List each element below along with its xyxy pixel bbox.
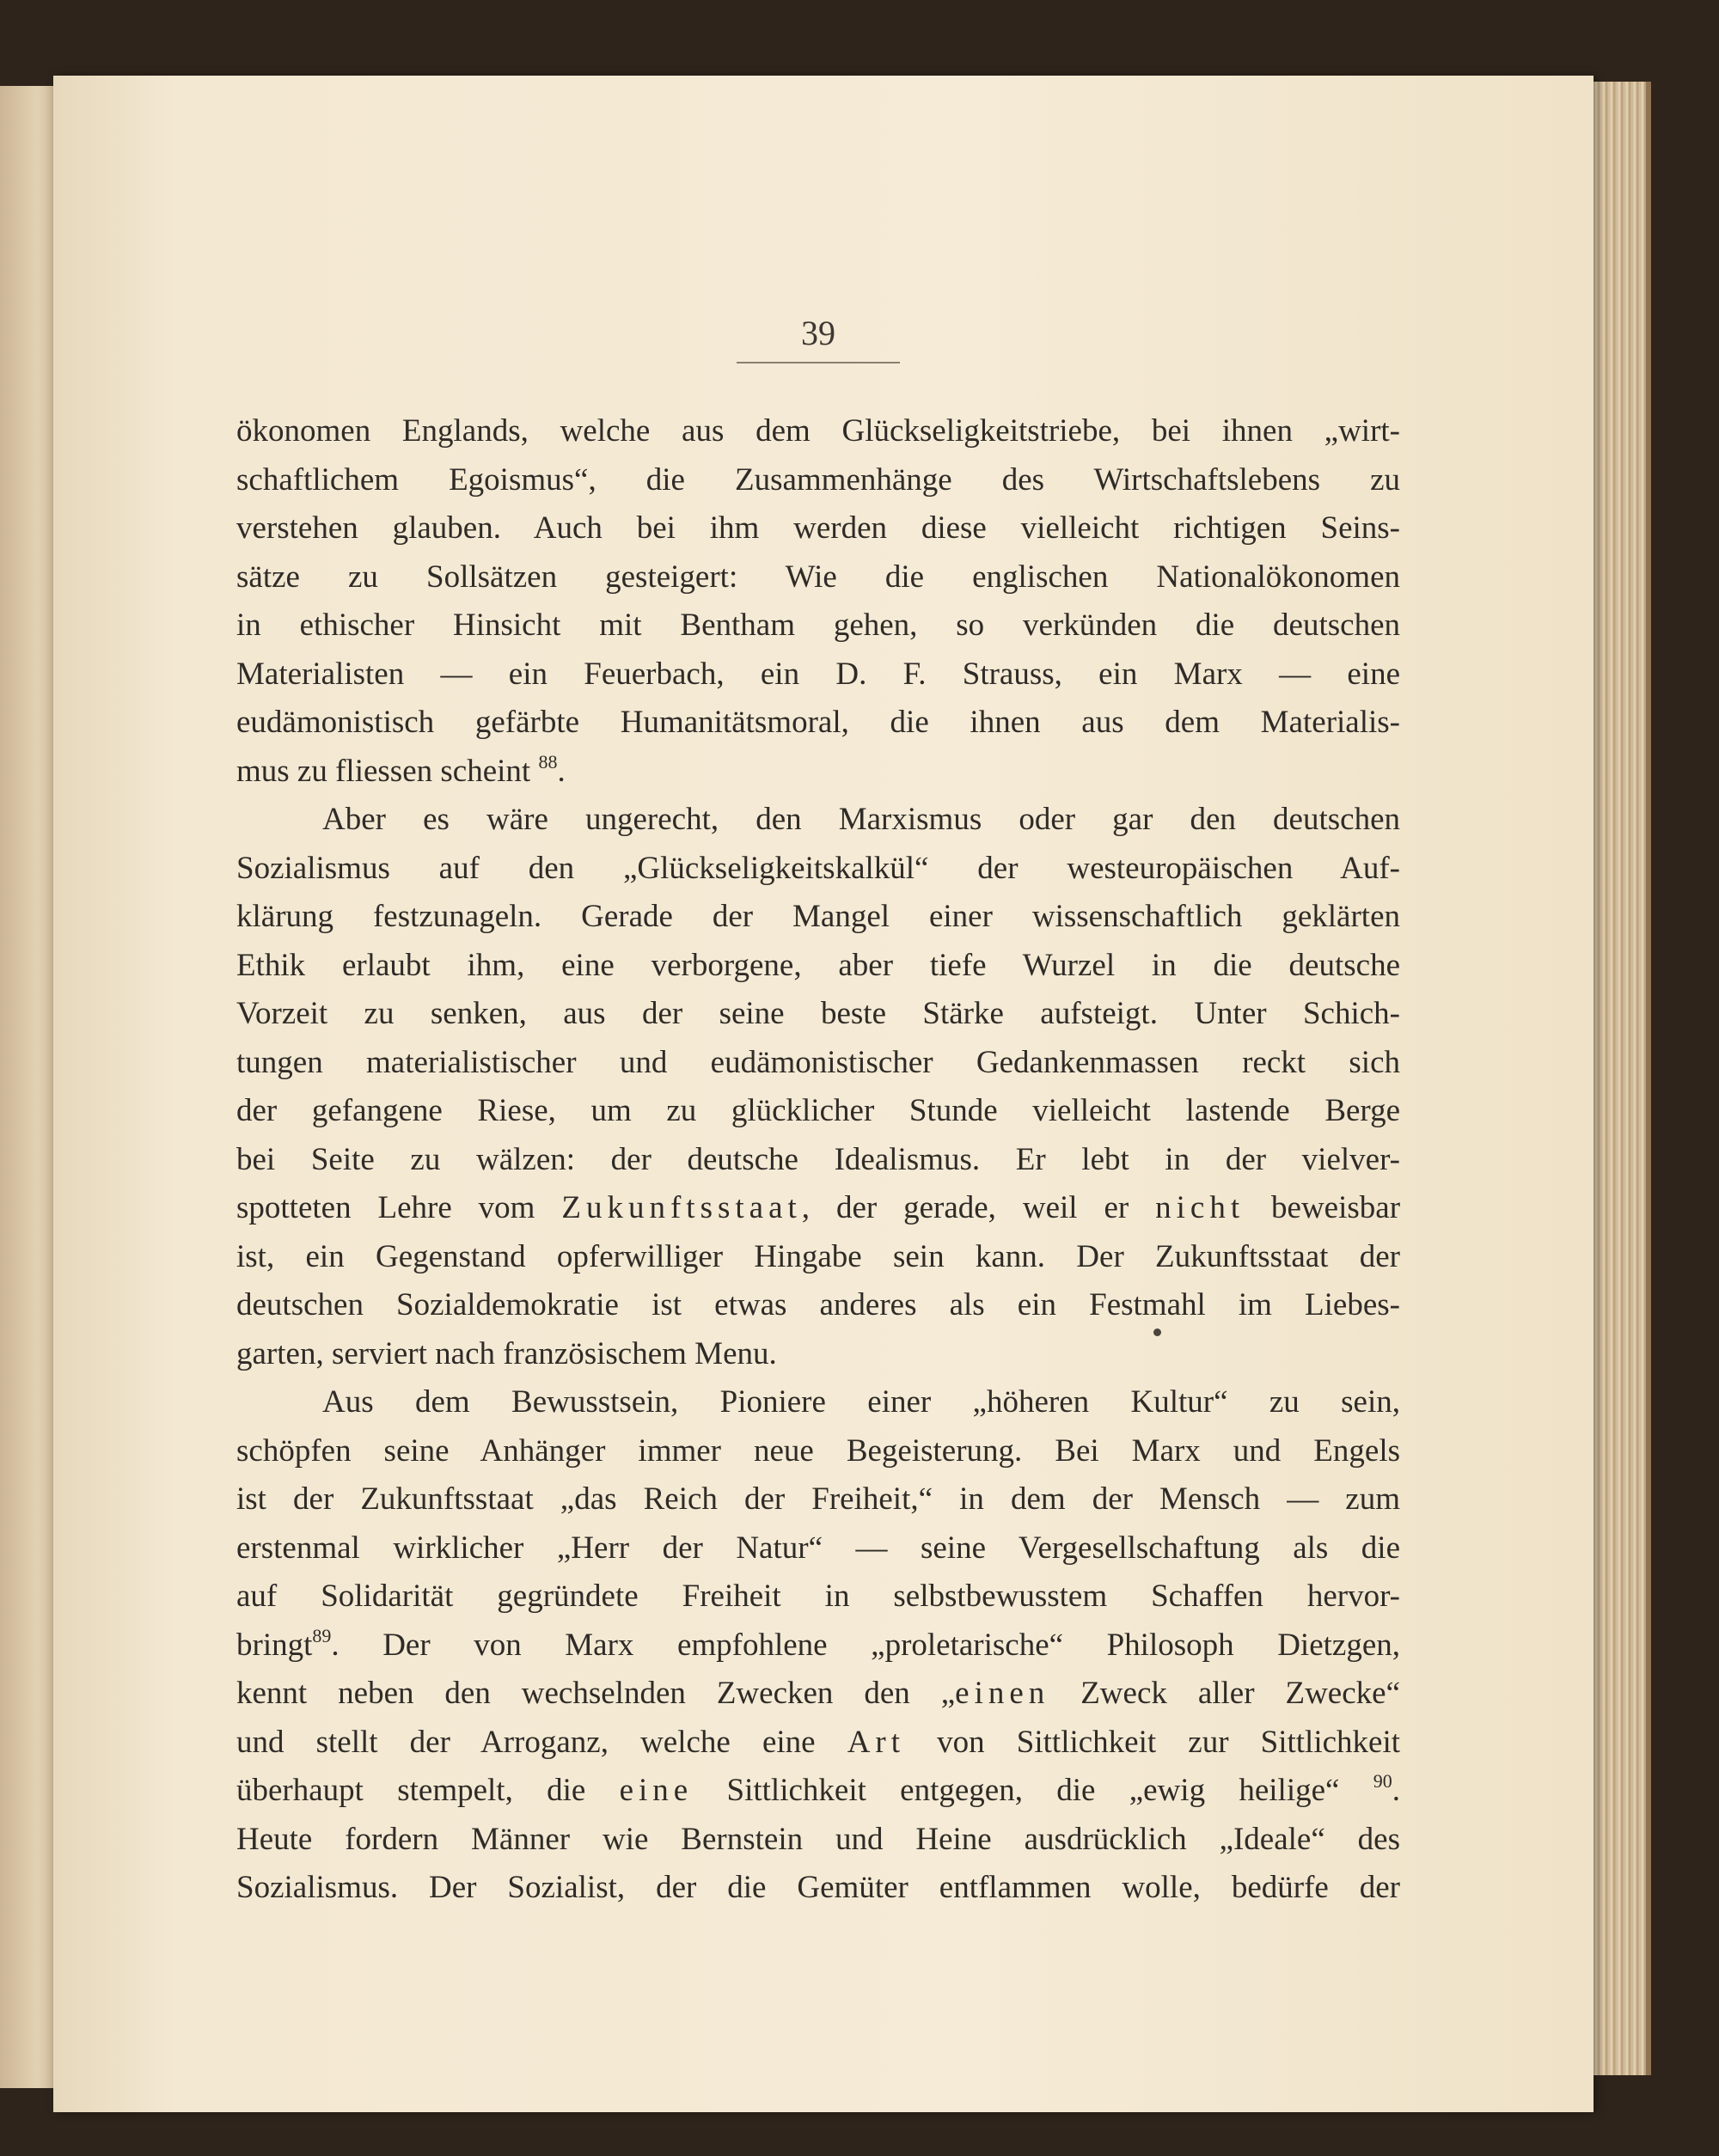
text-line: ist der Zukunftsstaat „das Reich der Freiheit,“ in dem der Mensch — zum [236, 1481, 1400, 1517]
text-fragment: Zweck aller Zwecke“ [1049, 1676, 1400, 1711]
spaced-emphasis: eine [619, 1773, 694, 1808]
text-line: erstenmal wirklicher „Herr der Natur“ — seine Vergesellschaftung als die [236, 1530, 1400, 1566]
text-line: in ethischer Hinsicht mit Bentham gehen, so verkünden die deutschen [236, 608, 1400, 643]
text-line: mus zu fliessen scheint $^{88}$. [236, 750, 566, 789]
text-line [236, 1622, 1400, 1670]
spaced-emphasis: einen [955, 1676, 1050, 1711]
text-line: Aber es wäre ungerecht, den Marxismus oder gar den deutschen [322, 802, 1400, 837]
text-line: ist, ein Gegenstand opferwilliger Hingabe sein kann. Der Zukunftsstaat der [236, 1238, 1400, 1274]
spaced-emphasis: Art [847, 1724, 906, 1760]
text-line: schöpfen seine Anhänger immer neue Begeisterung. Bei Marx und Engels [236, 1432, 1400, 1469]
text-line: klärung festzunageln. Gerade der Mangel einer wissenschaftlich geklärten [236, 899, 1400, 934]
text-line: verstehen glauben. Auch bei ihm werden diese vielleicht richtigen Seins- [236, 510, 1400, 546]
text-line [236, 1670, 1400, 1719]
text-line: Vorzeit zu senken, aus der seine beste Stärke aufsteigt. Unter Schich- [236, 996, 1400, 1031]
text-line: deutschen Sozialdemokratie ist etwas anderes als ein Festmahl im Liebes- [236, 1287, 1400, 1322]
text-line: auf Solidarität gegründete Freiheit in selbstbewusstem Schaffen hervor- [236, 1579, 1400, 1614]
spaced-emphasis: nicht [1155, 1190, 1245, 1225]
footnote-ref: 89 [312, 1624, 332, 1646]
text-fragment: überhaupt stempelt, die [236, 1773, 586, 1808]
text-line: eudämonistisch gefärbte Humanitätsmoral, die ihnen aus dem Materialis- [236, 705, 1400, 740]
text-fragment: . Der von Marx empfohlene „proletarische“ Philosoph Dietzgen, [331, 1627, 1400, 1663]
text-line: bei Seite zu wälzen: der deutsche Idealismus. Er lebt in der vielver- [236, 1141, 1400, 1177]
text-line: tungen materialistischer und eudämonistischer Gedankenmassen reckt sich [236, 1044, 1400, 1080]
text-fragment: spotteten Lehre vom [236, 1190, 535, 1225]
text-line: ökonomen Englands, welche aus dem Glückseligkeitstriebe, bei ihnen „wirt- [236, 413, 1400, 449]
text-line: Sozialismus. Der Sozialist, der die Gemüter entflammen wolle, bedürfe der [236, 1870, 1400, 1905]
text-fragment: mus zu fliessen scheint [236, 753, 531, 789]
text-line [236, 1719, 1400, 1768]
text-line: Ethik erlaubt ihm, eine verborgene, aber tiefe Wurzel in die deutsche [236, 947, 1400, 983]
text-line: garten, serviert nach französischem Menu. [236, 1335, 777, 1371]
book-page [53, 76, 1594, 2112]
text-line: Sozialismus auf den „Glückseligkeitskalkül“ der westeuropäischen Auf- [236, 850, 1400, 886]
text-line: Heute fordern Männer wie Bernstein und Heine ausdrücklich „Ideale“ des [236, 1821, 1400, 1857]
text-fragment: von Sittlichkeit zur Sittlichkeit [937, 1724, 1401, 1760]
spaced-emphasis: Zukunftsstaat [561, 1190, 802, 1225]
text-line: überhaupt stempelt, die eine Sittlichkeit entgegen, die „ewig heilige“ $^{90}$. [236, 1770, 1400, 1808]
text-fragment: , der gerade, weil er [801, 1190, 1129, 1225]
text-fragment: beweisbar [1271, 1190, 1401, 1225]
text-fragment: kennt neben den wechselnden Zwecken den „ [236, 1676, 956, 1711]
page-number: 39 [737, 313, 900, 363]
footnote-ref: 88 [538, 750, 558, 773]
text-line: Materialisten — ein Feuerbach, ein D. F. Strauss, ein Marx — eine [236, 656, 1400, 692]
text-fragment: und stellt der Arroganz, welche eine [236, 1724, 816, 1760]
body-text [236, 407, 1400, 1913]
text-line: schaftlichem Egoismus“, die Zusammenhänge des Wirtschaftslebens zu [236, 461, 1400, 498]
text-line: Aus dem Bewusstsein, Pioniere einer „höheren Kultur“ zu sein, [322, 1384, 1400, 1420]
footnote-ref: 90 [1373, 1770, 1392, 1792]
text-fragment: Sittlichkeit entgegen, die „ewig heilige“ [726, 1773, 1340, 1808]
text-line [236, 1184, 1400, 1233]
text-fragment: bringt [236, 1627, 313, 1663]
text-line: der gefangene Riese, um zu glücklicher Stunde vielleicht lastende Berge [236, 1093, 1400, 1128]
text-line: sätze zu Sollsätzen gesteigert: Wie die englischen Nationalökonomen [236, 559, 1400, 595]
